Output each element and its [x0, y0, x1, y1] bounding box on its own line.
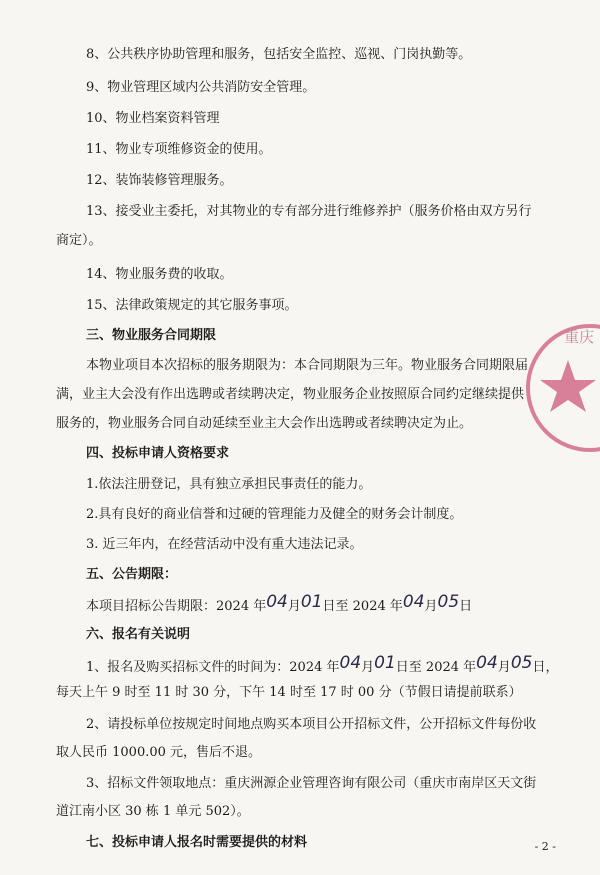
- list-item: 1.依法注册登记，具有独立承担民事责任的能力。: [86, 477, 372, 492]
- date-range-text: 日至 2024 年: [395, 660, 477, 675]
- company-seal-stamp: [520, 318, 600, 458]
- list-item-continuation: 商定）。: [56, 233, 102, 248]
- list-item: 3、招标文件领取地点：重庆洲源企业管理咨询有限公司（重庆市南岸区天文街: [86, 776, 537, 791]
- list-item: 13、接受业主委托，对其物业的专有部分进行维修养护（服务价格由双方另行: [86, 204, 532, 219]
- section-heading: 五、公告期限：: [86, 567, 178, 582]
- section-heading: 三、物业服务合同期限: [86, 328, 217, 343]
- month-label: 月: [424, 599, 438, 614]
- notice-period-line: [86, 592, 473, 616]
- handwritten-month: 04: [476, 653, 498, 673]
- notice-period-prefix: 本项目招标公告期限：2024 年: [86, 599, 267, 614]
- list-item: 9、物业管理区域内公共消防安全管理。: [86, 80, 316, 95]
- day-label: 日，: [532, 660, 559, 675]
- month-label: 月: [287, 599, 301, 614]
- list-item: 11、物业专项维修资金的使用。: [86, 142, 272, 157]
- list-item-continuation: 道江南小区 30 栋 1 单元 502）。: [56, 804, 250, 819]
- registration-time-line: [86, 653, 559, 677]
- list-item: 15、法律政策规定的其它服务事项。: [86, 298, 298, 313]
- paragraph-line: 满，业主大会没有作出选聘或者续聘决定，物业服务企业按照原合同约定继续提供: [56, 387, 525, 402]
- seal-text: 重庆: [564, 328, 595, 346]
- month-label: 月: [497, 660, 511, 675]
- handwritten-month: 04: [402, 592, 425, 612]
- list-item: 8、公共秩序协助管理和服务，包括安全监控、巡视、门岗执勤等。: [86, 47, 472, 62]
- section-heading: 七、投标申请人报名时需要提供的材料: [86, 835, 308, 850]
- list-item: 2、请投标单位按规定时间地点购买本项目公开招标文件，公开招标文件每份收: [86, 717, 537, 732]
- list-item: 3. 近三年内，在经营活动中没有重大违法记录。: [86, 537, 363, 552]
- list-item: 2.具有良好的商业信誉和过硬的管理能力及健全的财务会计制度。: [86, 507, 463, 522]
- month-label: 月: [361, 660, 375, 675]
- handwritten-day: 05: [437, 592, 460, 612]
- section-heading: 四、投标申请人资格要求: [86, 446, 230, 461]
- list-item-continuation: 取人民币 1000.00 元，售后不退。: [56, 745, 262, 760]
- date-range-text: 日至 2024 年: [322, 599, 403, 614]
- handwritten-day: 05: [510, 653, 533, 673]
- handwritten-day: 01: [374, 653, 396, 673]
- handwritten-month: 04: [266, 592, 288, 612]
- paragraph-line: 每天上午 9 时至 11 时 30 分，下午 14 时至 17 时 00 分（节假日请提前联系）: [56, 685, 522, 700]
- handwritten-day: 01: [300, 592, 323, 612]
- page-number: - 2 -: [534, 840, 556, 853]
- handwritten-month: 04: [339, 653, 362, 673]
- registration-time-prefix: 1、报名及购买招标文件的时间为：2024 年: [86, 660, 340, 675]
- list-item: 12、装饰装修管理服务。: [86, 173, 233, 188]
- section-heading: 六、报名有关说明: [86, 627, 191, 642]
- list-item: 14、物业服务费的收取。: [86, 267, 233, 282]
- paragraph-line: 服务的，物业服务合同自动延续至业主大会作出选聘或者续聘决定为止。: [56, 416, 473, 431]
- paragraph-line: 本物业项目本次招标的服务期限为：本合同期限为三年。物业服务合同期限届: [86, 358, 529, 373]
- day-label: 日: [459, 599, 473, 614]
- list-item: 10、物业档案资料管理: [86, 111, 220, 126]
